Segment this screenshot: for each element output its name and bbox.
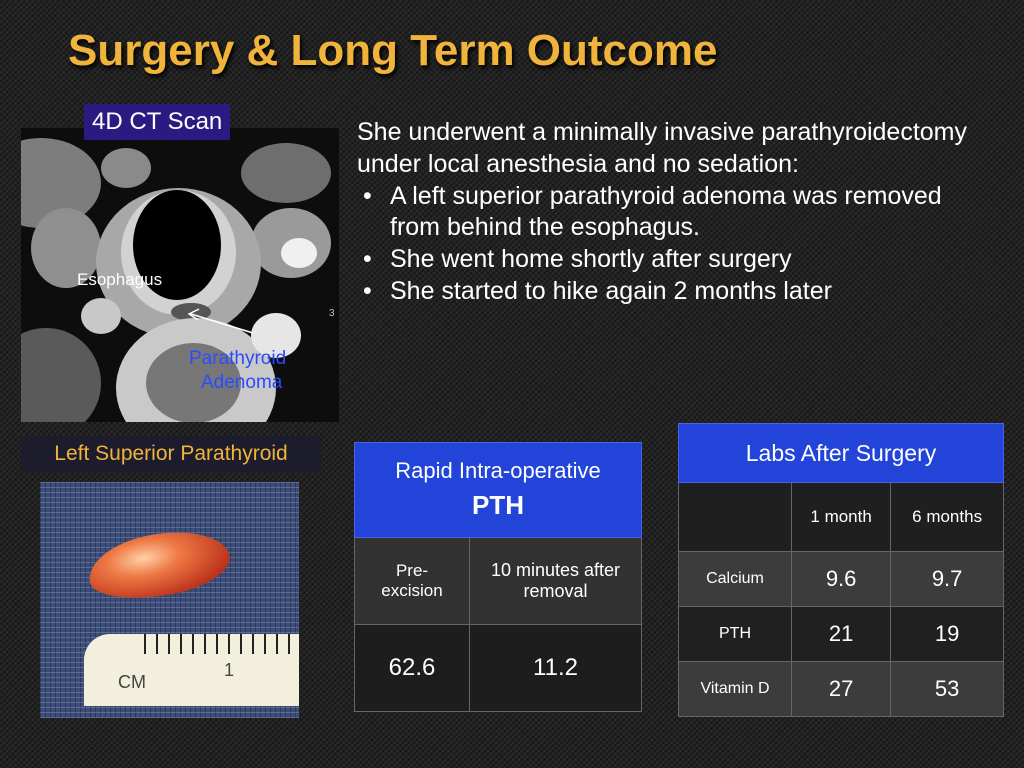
table-cell: 9.6	[792, 552, 891, 607]
arrow-pointer	[21, 128, 339, 422]
ct-scan-image	[21, 128, 339, 422]
pre-excision-value: 62.6	[355, 625, 470, 712]
post-removal-label: 10 minutes after removal	[470, 538, 642, 625]
table-row	[679, 607, 1004, 662]
table-row	[679, 662, 1004, 717]
table-cell: 9.7	[891, 552, 1004, 607]
table-cell: 19	[891, 607, 1004, 662]
narrative	[357, 117, 997, 308]
specimen-photo	[40, 482, 299, 718]
table-cell: 27	[792, 662, 891, 717]
column-header: 6 months	[891, 483, 1004, 552]
specimen-label: Left Superior Parathyroid	[21, 436, 321, 472]
table-cell: 53	[891, 662, 1004, 717]
ruler	[84, 634, 299, 706]
row-label: PTH	[679, 607, 792, 662]
pth-table	[354, 442, 642, 712]
slide-title: Surgery & Long Term Outcome	[68, 26, 718, 75]
bullet-list	[357, 181, 997, 308]
pth-header-line1: Rapid Intra-operative	[395, 458, 601, 484]
labs-corner-cell	[679, 483, 792, 552]
row-label: Calcium	[679, 552, 792, 607]
intro-text: She underwent a minimally invasive parathyroidectomy under local anesthesia and no sedation:	[357, 118, 968, 178]
row-label: Vitamin D	[679, 662, 792, 717]
table-cell: 21	[792, 607, 891, 662]
esophagus-label: Esophagus	[77, 270, 163, 289]
pre-excision-label: Pre-excision	[355, 538, 470, 625]
labs-table-header: Labs After Surgery	[679, 424, 1004, 483]
adenoma-specimen	[84, 522, 235, 608]
bullet-item: • She went home shortly after surgery	[357, 244, 997, 276]
ruler-mark: 1	[224, 660, 235, 680]
ruler-unit: CM	[118, 672, 146, 692]
adenoma-label-line2: Adenoma	[201, 372, 283, 393]
post-removal-value: 11.2	[470, 625, 642, 712]
column-header: 1 month	[792, 483, 891, 552]
ct-scan-label: 4D CT Scan	[84, 104, 230, 140]
bullet-item: • She started to hike again 2 months later	[357, 276, 997, 308]
bullet-item: • A left superior parathyroid adenoma was removed from behind the esophagus.	[357, 181, 997, 245]
adenoma-label-line1: Parathyroid	[189, 348, 287, 369]
pth-table-header	[355, 443, 642, 538]
pth-header-line2: PTH	[472, 490, 524, 521]
table-row	[679, 552, 1004, 607]
corner-mark: 3	[329, 308, 335, 319]
labs-table	[678, 423, 1004, 717]
